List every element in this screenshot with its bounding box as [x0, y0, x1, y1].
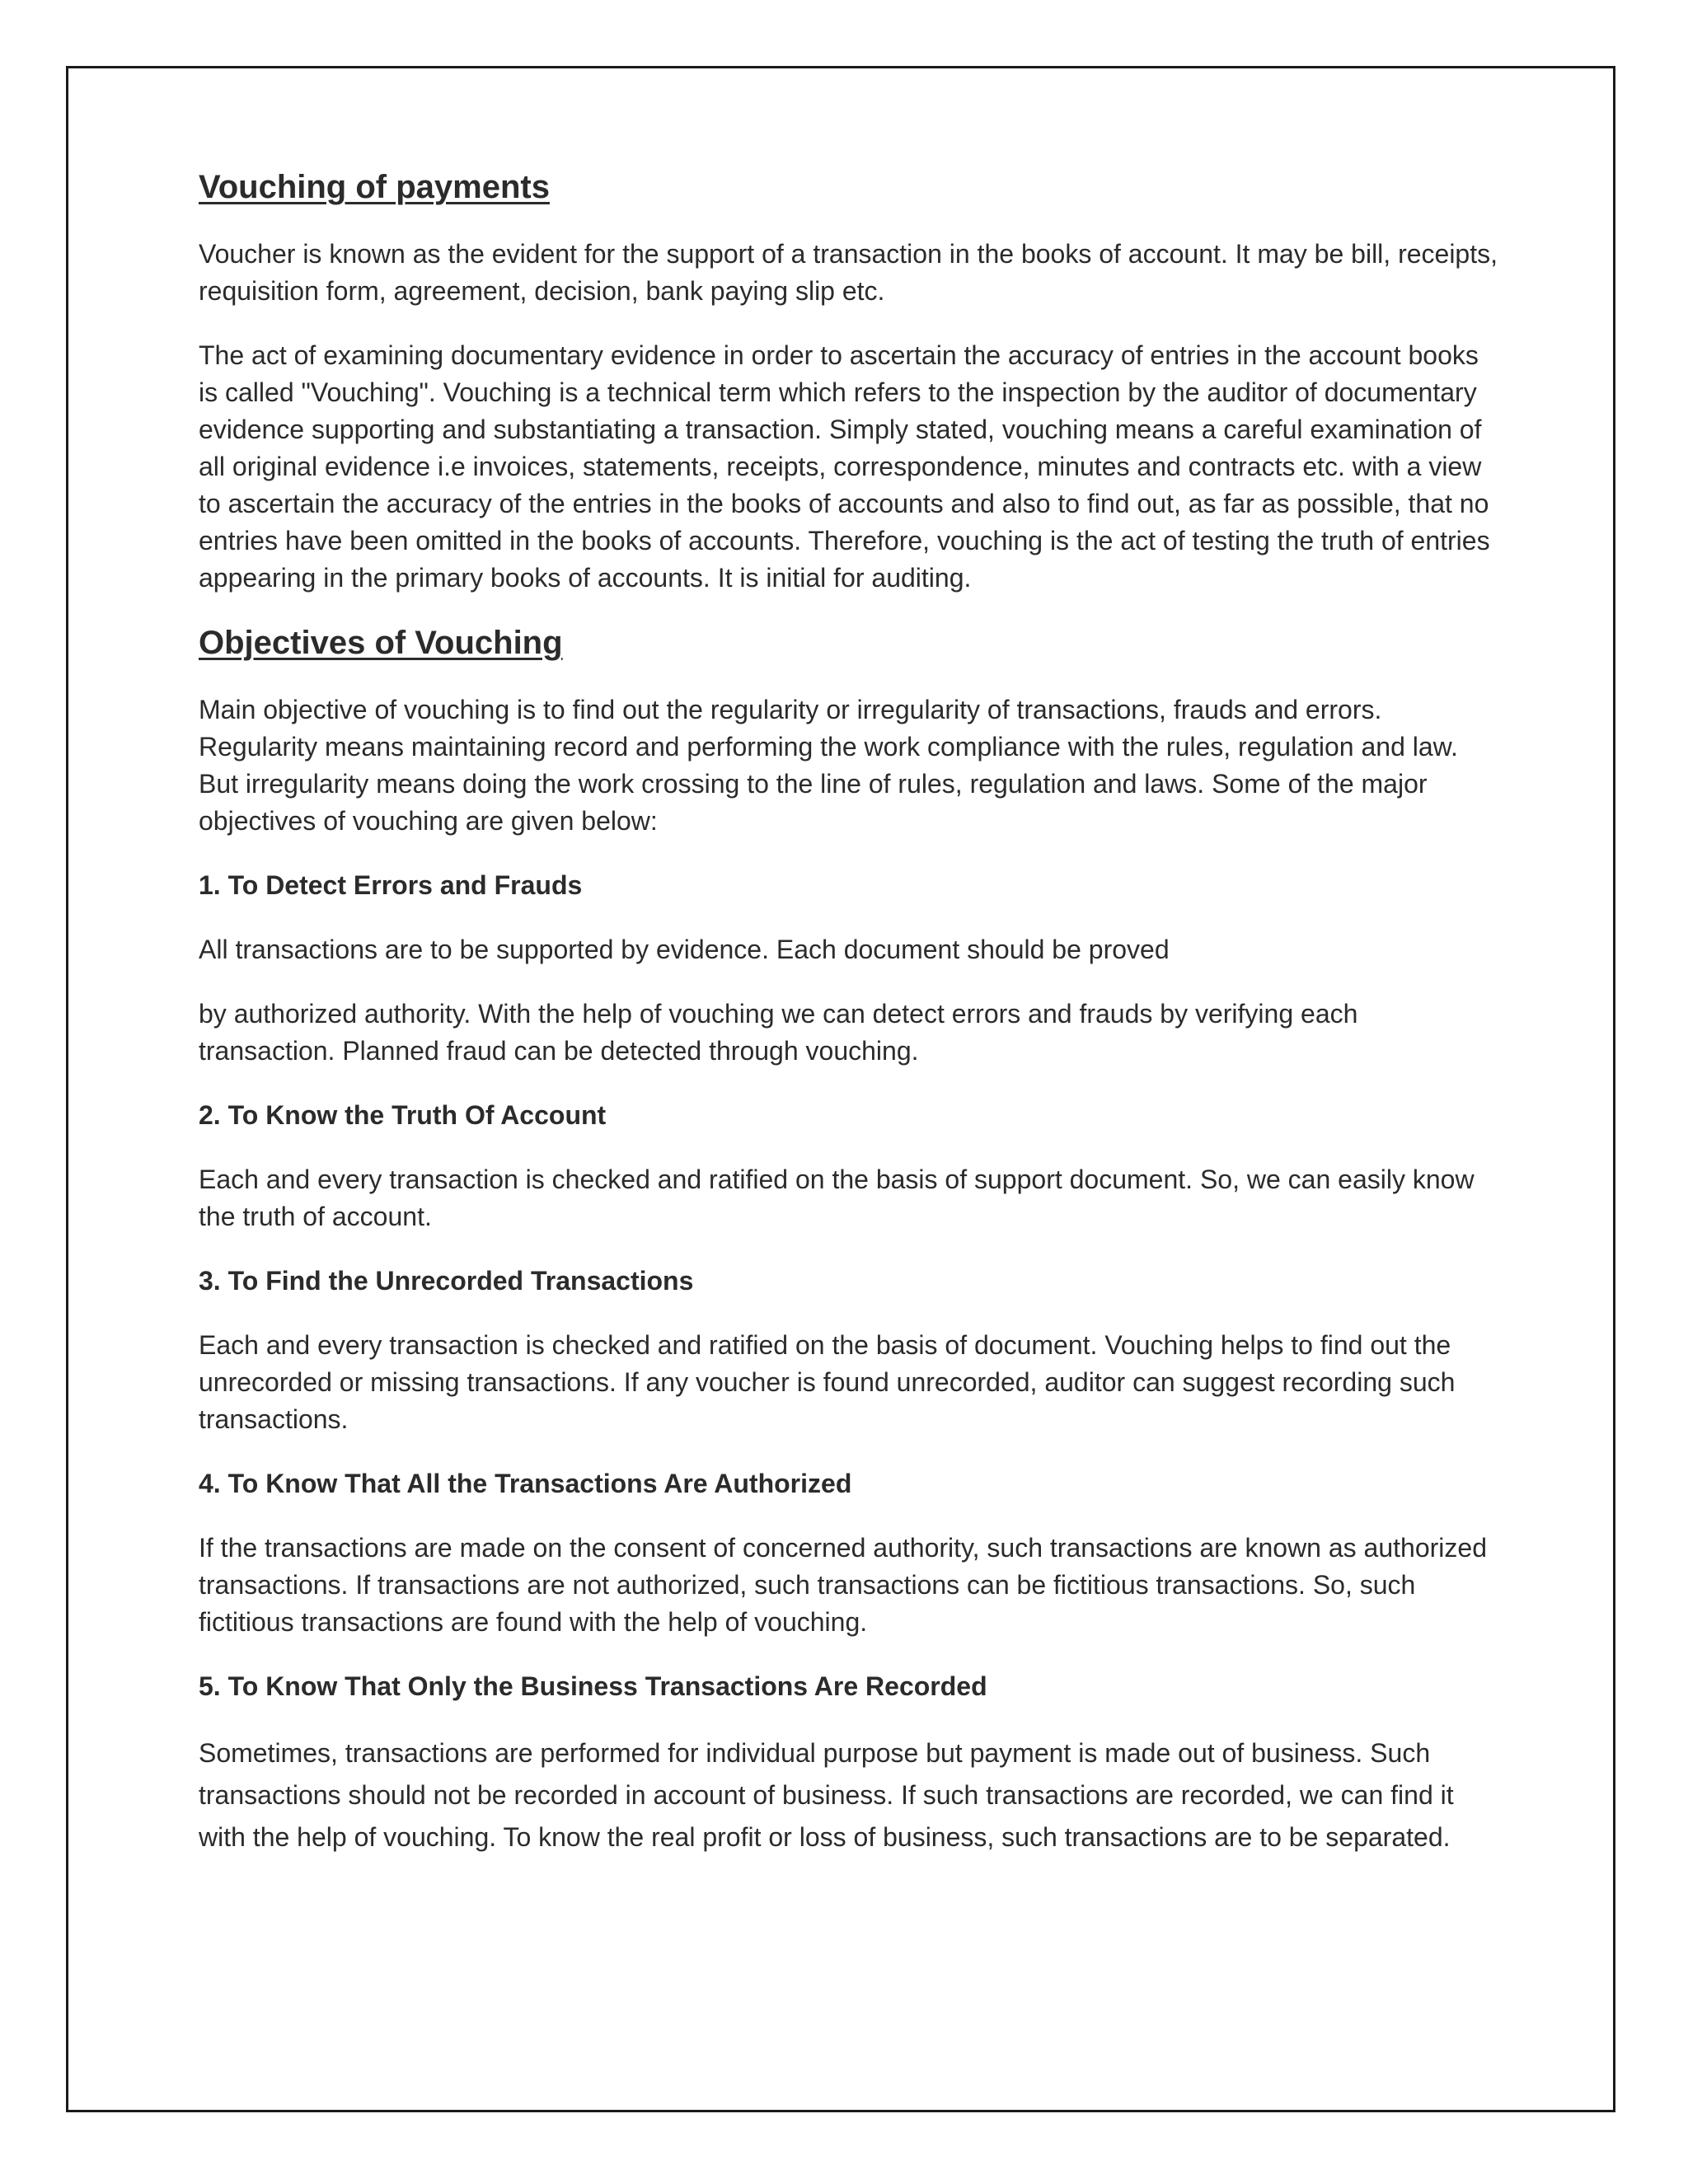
- heading-vouching-of-payments: Vouching of payments: [199, 169, 550, 205]
- objective-title: 2. To Know the Truth Of Account: [199, 1100, 607, 1130]
- paragraph-objectives-intro: Main objective of vouching is to find out the regularity or irregularity of transactions, frauds and errors. Regularity means maintaining record and performing the work compliance with the rules, regulation and law. But irregularity means doing the work crossing to the line of rules, regulation and laws. Some of the major objectives of vouching are given below:: [199, 695, 1458, 836]
- document-body: [199, 168, 1501, 1886]
- objective-title: 5. To Know That Only the Business Transactions Are Recorded: [199, 1671, 987, 1701]
- objective-item-4: [199, 1465, 1501, 1641]
- paragraph-act-of-vouching: The act of examining documentary evidence in order to ascertain the accuracy of entries in the account books is called "Vouching". Vouching is a technical term which refers to the inspection by the auditor of documentary evidence supporting and substantiating a transaction. Simply stated, vouching means a careful examination of all original evidence i.e invoices, statements, receipts, correspondence, minutes and contracts etc. with a view to ascertain the accuracy of the entries in the books of accounts and also to find out, as far as possible, that no entries have been omitted in the books of accounts. Therefore, vouching is the act of testing the truth of entries appearing in the primary books of accounts. It is initial for auditing.: [199, 340, 1490, 593]
- objective-title: 1. To Detect Errors and Frauds: [199, 870, 583, 900]
- objective-paragraph: Each and every transaction is checked and ratified on the basis of document. Vouching helps to find out the unrecorded or missing transactions. If any voucher is found unrecorded, auditor can suggest recording such transactions.: [199, 1330, 1456, 1434]
- objective-title: 4. To Know That All the Transactions Are Authorized: [199, 1469, 852, 1498]
- objective-paragraph: Each and every transaction is checked and ratified on the basis of support document. So, we can easily know the truth of account.: [199, 1165, 1475, 1231]
- objective-paragraph: by authorized authority. With the help of vouching we can detect errors and frauds by verifying each transaction. Planned fraud can be detected through vouching.: [199, 999, 1358, 1066]
- objective-item-2: [199, 1097, 1501, 1235]
- objective-item-1: [199, 867, 1501, 1070]
- objective-paragraph: Sometimes, transactions are performed for individual purpose but payment is made out of business. Such transactions should not be recorded in account of business. If such transactions are recorded, we can find it with the help of vouching. To know the real profit or loss of business, such transactions are to be separated.: [199, 1738, 1454, 1852]
- objective-paragraph: All transactions are to be supported by evidence. Each document should be proved: [199, 935, 1170, 964]
- paragraph-voucher-definition: Voucher is known as the evident for the support of a transaction in the books of account. It may be bill, receipts, requisition form, agreement, decision, bank paying slip etc.: [199, 239, 1498, 306]
- objective-item-3: [199, 1263, 1501, 1438]
- objective-paragraph: If the transactions are made on the consent of concerned authority, such transactions are known as authorized transactions. If transactions are not authorized, such transactions can be fictitious transactions. So, such fictitious transactions are found with the help of vouching.: [199, 1533, 1487, 1637]
- objective-item-5: [199, 1668, 1501, 1858]
- heading-objectives-of-vouching: Objectives of Vouching: [199, 625, 563, 661]
- objective-title: 3. To Find the Unrecorded Transactions: [199, 1266, 694, 1296]
